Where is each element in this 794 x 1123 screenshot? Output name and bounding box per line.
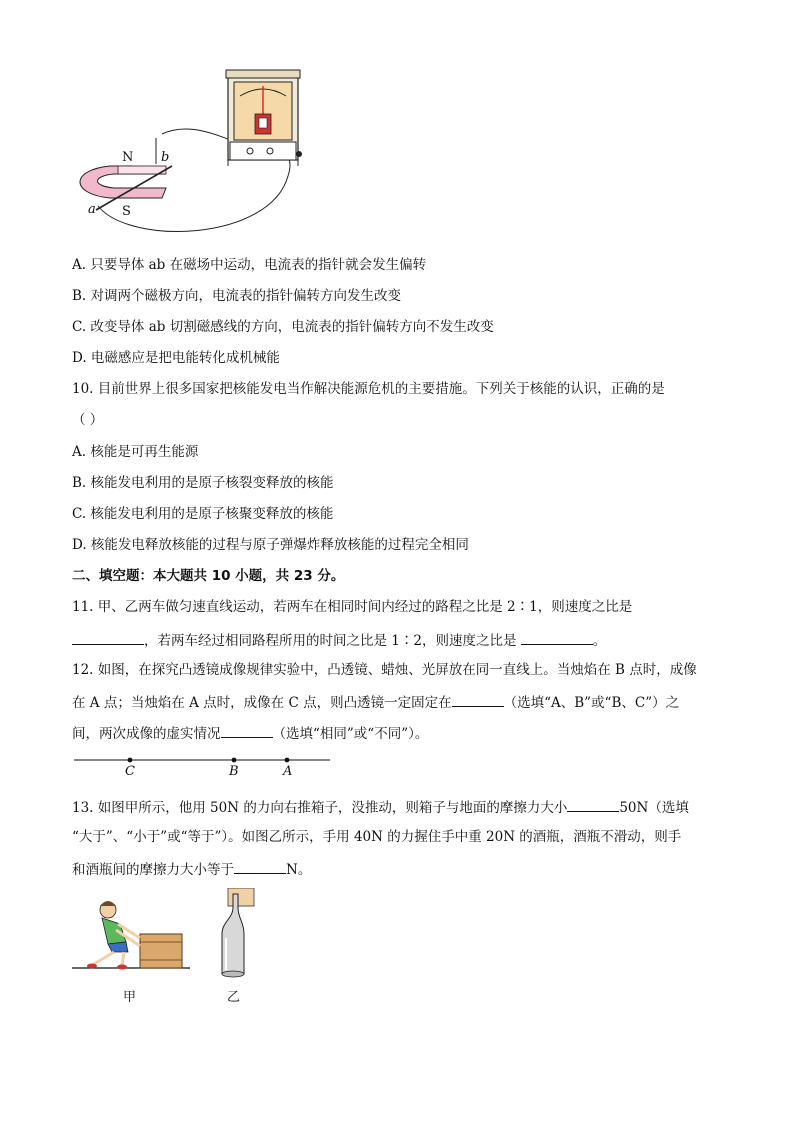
q10-option-a: A. 核能是可再生能源 <box>72 444 199 460</box>
q11-line1: 11. 甲、乙两车做匀速直线运动，若两车在相同时间内经过的路程之比是 2∶1，则速度之比是 <box>72 599 633 615</box>
q9-option-b: B. 对调两个磁极方向，电流表的指针偏转方向发生改变 <box>72 288 402 304</box>
q10-option-c: C. 核能发电利用的是原子核聚变释放的核能 <box>72 506 334 522</box>
q13-blank-2[interactable] <box>234 859 286 874</box>
q13-line2: “大于”、“小于”或“等于”）。如图乙所示，手用 40N 的力握住手中重 20N 的酒瓶，酒瓶不滑动，则手 <box>72 829 682 845</box>
conductor-b-label: b <box>161 150 170 165</box>
caption-yi: 乙 <box>227 990 241 1005</box>
q10-option-d: D. 核能发电释放核能的过程与原子弹爆炸释放核能的过程完全相同 <box>72 537 469 553</box>
q9-option-d: D. 电磁感应是把电能转化成机械能 <box>72 350 280 366</box>
q9-option-c: C. 改变导体 ab 切割磁感线的方向，电流表的指针偏转方向不发生改变 <box>72 319 494 335</box>
q12-blank-1[interactable] <box>452 692 504 707</box>
magnet-n-label: N <box>122 150 134 165</box>
conductor-a-label: a <box>88 202 96 217</box>
q10-option-b: B. 核能发电利用的是原子核裂变释放的核能 <box>72 475 334 491</box>
q9-option-a: A. 只要导体 ab 在磁场中运动，电流表的指针就会发生偏转 <box>72 257 427 273</box>
q11-blank-2[interactable] <box>521 630 593 645</box>
induction-diagram <box>70 66 330 246</box>
q11-line2 <box>72 630 606 650</box>
point-a-label: A <box>283 764 293 779</box>
point-c-label: C <box>125 764 135 779</box>
bottle-figure <box>214 888 264 980</box>
magnet-s-label: S <box>122 204 131 219</box>
q10-answer-paren: （ ） <box>72 412 104 428</box>
point-b-label: B <box>229 764 239 779</box>
q13-line1 <box>72 797 689 817</box>
q13-line3-end: N。 <box>286 862 312 878</box>
q12-line2 <box>72 692 679 712</box>
push-box-figure <box>72 890 192 980</box>
point-c-dot <box>128 758 133 763</box>
q13-line1-end: 50N（选填 <box>619 800 689 816</box>
q12-line2-start: 在 A 点；当烛焰在 A 点时，成像在 C 点，则凸透镜一定固定在 <box>72 695 452 711</box>
q12-line3-end: （选填“相同”或“不同”）。 <box>272 726 429 742</box>
point-b-dot <box>232 758 237 763</box>
q12-line2-end: （选填“A、B”或“B、C”）之 <box>503 695 680 711</box>
boy-pushing-box <box>72 890 192 980</box>
q12-line3-start: 间，两次成像的虚实情况 <box>72 726 221 742</box>
q11-blank-1[interactable] <box>72 630 144 645</box>
q13-line1-start: 13. 如图甲所示，他用 50N 的力向右推箱子，没推动，则箱子与地面的摩擦力大小 <box>72 800 568 816</box>
point-a-dot <box>285 758 290 763</box>
q12-blank-2[interactable] <box>221 723 273 738</box>
q10-stem: 10. 目前世界上很多国家把核能发电当作解决能源危机的主要措施。下列关于核能的认识，正确的是 <box>72 381 665 397</box>
q12-line1: 12. 如图，在探究凸透镜成像规律实验中，凸透镜、蜡烛、光屏放在同一直线上。当烛焰在 B 点时，成像 <box>72 662 697 678</box>
q13-blank-1[interactable] <box>567 797 619 812</box>
section-title: 二、填空题：本大题共 10 小题，共 23 分。 <box>72 568 345 584</box>
q12-line3 <box>72 723 428 743</box>
q13-line3 <box>72 859 311 879</box>
q11-line2-mid: ，若两车经过相同路程所用的时间之比是 1∶2，则速度之比是 <box>144 633 517 649</box>
optical-axis <box>72 752 334 782</box>
hand-holding-bottle <box>214 888 264 980</box>
lens-axis-figure <box>72 752 334 782</box>
q13-line3-start: 和酒瓶间的摩擦力大小等于 <box>72 862 234 878</box>
induction-figure <box>70 66 330 246</box>
q11-line2-end: 。 <box>592 633 607 649</box>
caption-jia: 甲 <box>123 990 137 1005</box>
